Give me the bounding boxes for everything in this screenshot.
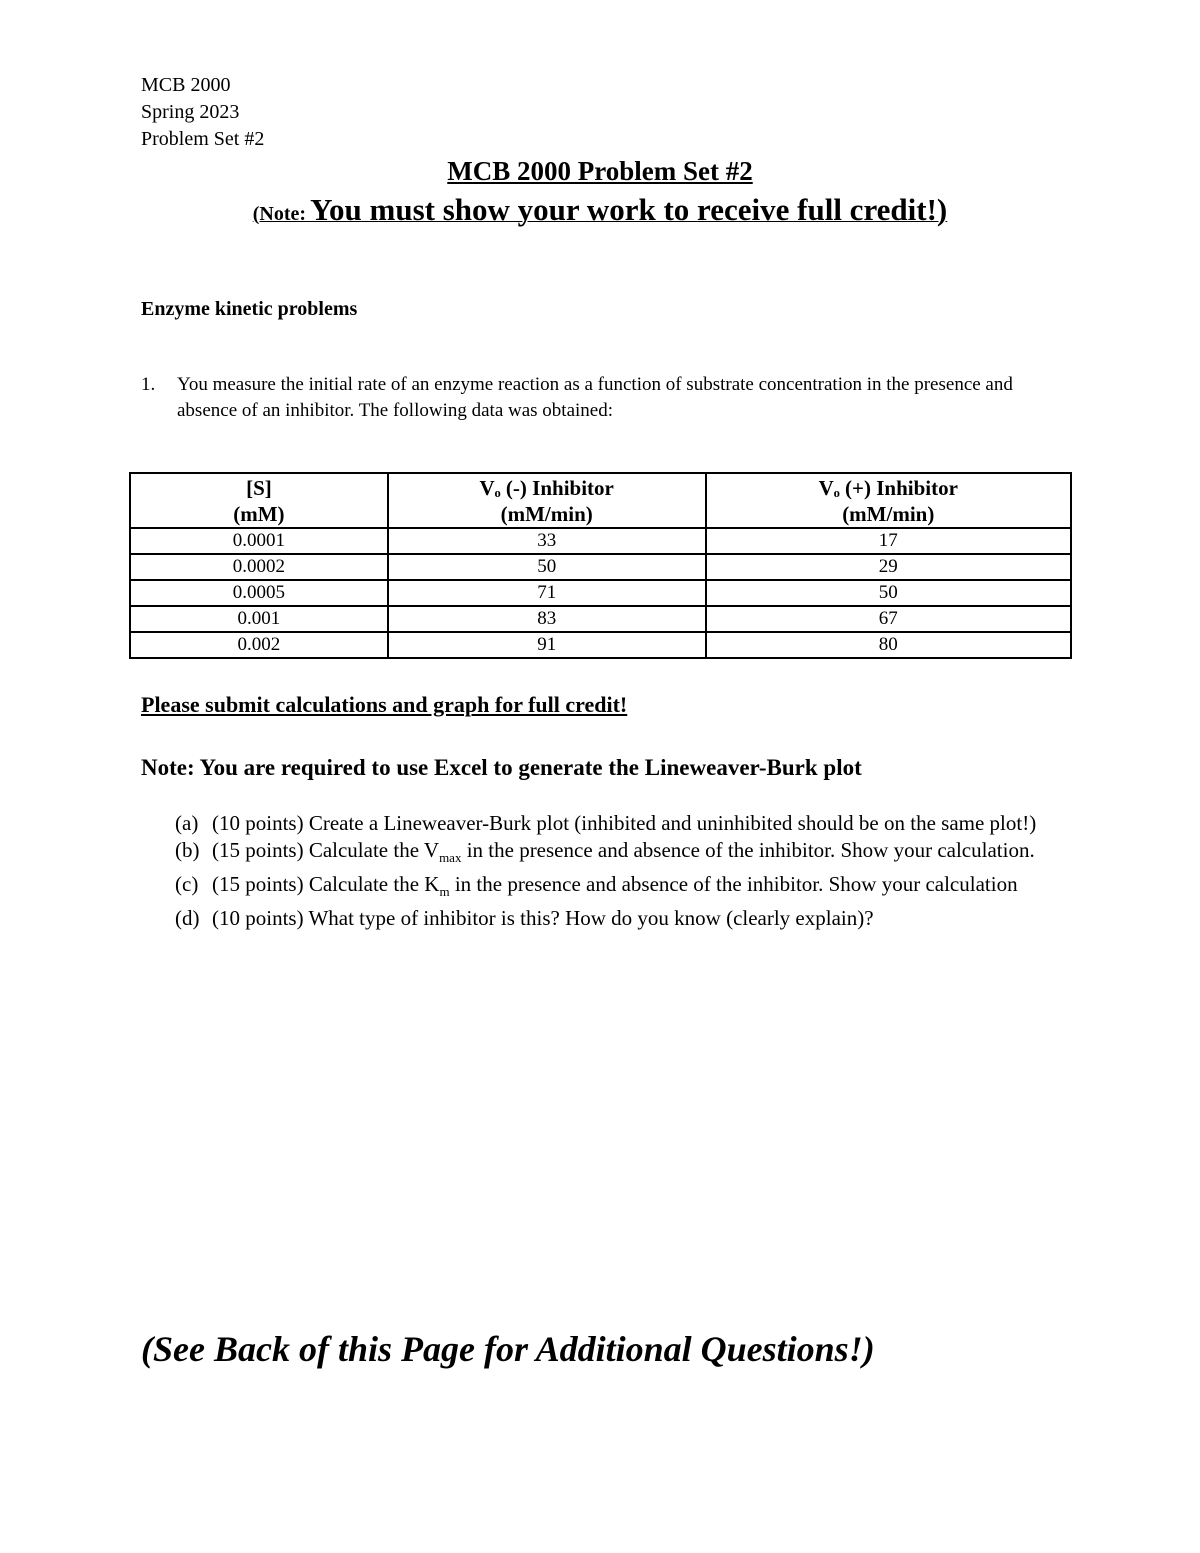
kinetics-data-table <box>129 472 1072 659</box>
excel-note: Note: You are required to use Excel to generate the Lineweaver-Burk plot <box>141 755 862 780</box>
table-cell: 0.0005 <box>130 580 388 606</box>
question-parts <box>175 810 1055 932</box>
part-d: (d) (10 points) What type of inhibitor is this? How do you know (clearly explain)? <box>175 906 874 931</box>
table-cell: 0.002 <box>130 632 388 658</box>
table-row <box>130 580 1071 606</box>
table-cell: 33 <box>388 528 706 554</box>
table-cell: 80 <box>706 632 1071 658</box>
table-cell: 50 <box>388 554 706 580</box>
question-text: You measure the initial rate of an enzyme reaction as a function of substrate concentration in the presence and absence of an inhibitor. The following data was obtained: <box>177 374 1013 421</box>
table-cell: 0.0001 <box>130 528 388 554</box>
note-text: You must show your work to receive full credit!) <box>310 192 948 227</box>
header-no-inhibitor: Vₒ (-) Inhibitor (mM/min) <box>388 473 706 528</box>
note-prefix: (Note: <box>252 203 307 225</box>
table-row <box>130 554 1071 580</box>
part-b: (b) (15 points) Calculate the $V_{max}$ in the presence and absence of the inhibitor. Show your calculation. <box>175 838 1035 866</box>
page-title: MCB 2000 Problem Set #2 <box>447 156 753 186</box>
header-substrate: [S] (mM) <box>130 473 388 528</box>
table-cell: 50 <box>706 580 1071 606</box>
table-cell: 91 <box>388 632 706 658</box>
course-label: MCB 2000 <box>141 74 231 96</box>
table-cell: 0.0002 <box>130 554 388 580</box>
part-c: (c) (15 points) Calculate the $K_m$ in the presence and absence of the inhibitor. Show your calculation <box>175 872 1018 900</box>
header-with-inhibitor: Vₒ (+) Inhibitor (mM/min) <box>706 473 1071 528</box>
table-cell: 83 <box>388 606 706 632</box>
submit-note: Please submit calculations and graph for full credit! <box>141 692 628 717</box>
table-cell: 71 <box>388 580 706 606</box>
assignment-label: Problem Set #2 <box>141 128 265 150</box>
term-label: Spring 2023 <box>141 101 240 123</box>
work-note <box>0 192 1200 234</box>
table-cell: 67 <box>706 606 1071 632</box>
section-heading: Enzyme kinetic problems <box>141 298 358 320</box>
part-a: (a) (10 points) Create a Lineweaver-Burk plot (inhibited and uninhibited should be on the same plot!) <box>175 811 1037 835</box>
table-cell: 29 <box>706 554 1071 580</box>
table-row <box>130 606 1071 632</box>
table-row <box>130 632 1071 658</box>
table-row <box>130 528 1071 554</box>
table-cell: 17 <box>706 528 1071 554</box>
see-back-note: (See Back of this Page for Additional Questions!) <box>141 1329 875 1369</box>
table-header-row <box>130 473 1071 528</box>
question-number: 1. <box>141 374 156 395</box>
table-cell: 0.001 <box>130 606 388 632</box>
